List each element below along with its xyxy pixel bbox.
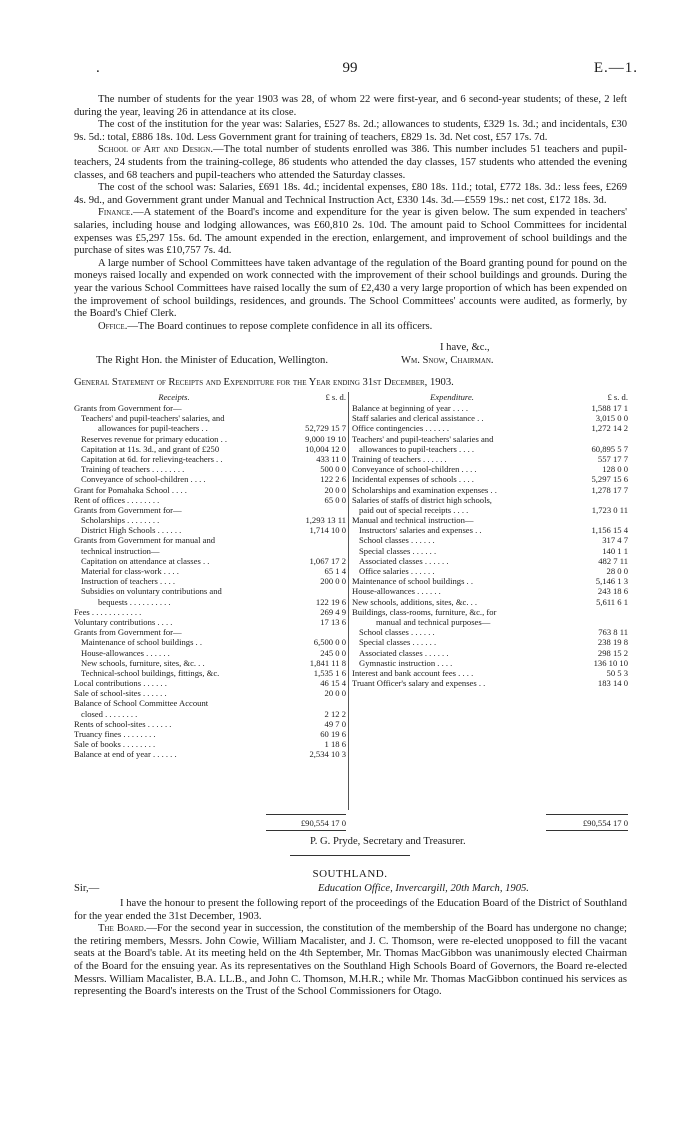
receipt-row-label: Capitation on attendance at classes . . [81,555,210,566]
expenditure-row-amount: 317 4 7 [602,535,628,546]
expenditure-row [352,444,628,454]
receipt-row [74,423,346,433]
office-paragraph [74,321,627,334]
office-text: —The Board continues to repose complete confidence in all its officers. [127,320,433,332]
board-paragraph [74,923,627,999]
art-school-cost-paragraph: The cost of the school was: Salaries, £691 18s. 4d.; incidental expenses, £80 18s. 11d.; total, £772 18s. 3d.: less fees, £269 4s. 9d., and Government grant under Manual and Technical Instruction Act, £330 14s. 3d.—£559 19s.: net cost, £172 18s. 3d. [74,182,627,206]
receipt-row [74,576,346,586]
receipt-row-amount: 1,841 11 8 [309,657,346,668]
receipt-row-amount: 52,729 15 7 [305,423,346,434]
salutation: Sir,— [74,883,100,894]
receipts-money-header: £ s. d. [325,392,346,402]
expenditure-row [352,556,628,566]
receipt-row [74,535,346,545]
receipt-row [74,597,346,607]
expenditure-row [352,607,628,617]
receipt-row-amount: 1,067 17 2 [309,555,346,566]
receipt-row-amount: 17 13 6 [320,616,346,627]
receipt-row [74,403,346,413]
receipt-row-label: technical instruction— [81,545,160,556]
board-heading: The Board. [98,923,147,935]
expenditure-row [352,403,628,413]
receipt-row-amount: 269 4 9 [320,606,346,617]
expenditure-row-label: allowances to pupil-teachers . . . . [359,443,475,454]
receipt-row-amount: 9,000 19 10 [305,433,346,444]
expenditure-heading: Expenditure. [430,392,474,402]
receipt-row-label: Material for class-work . . . . [81,566,179,576]
page-number: 99 [342,60,358,76]
expenditure-row [352,648,628,658]
receipt-row-label: Local contributions . . . . . . [74,678,167,689]
expenditure-row-amount: 140 1 1 [602,545,628,556]
receipt-row-amount: 10,004 12 0 [305,443,346,454]
expenditure-row [352,474,628,484]
southland-title: SOUTHLAND. [312,868,388,880]
receipt-row [74,546,346,556]
receipt-row-amount: 1 18 6 [324,739,346,750]
receipt-row [74,586,346,596]
expenditure-row [352,535,628,545]
expenditure-row [352,637,628,647]
receipt-row-label: allowances for pupil-teachers . . [98,423,208,434]
receipt-row [74,678,346,688]
expenditure-row [352,546,628,556]
expenditure-row [352,515,628,525]
receipts-heading: Receipts. [158,392,190,402]
expenditure-money-header: £ s. d. [607,392,628,402]
document-reference: E.—1. [593,60,638,76]
receipt-row [74,617,346,627]
expenditure-row-amount: 1,723 0 11 [591,504,628,515]
expenditure-row-label: Interest and bank account fees . . . . [352,667,474,678]
receipt-row-amount: 60 19 6 [320,729,346,739]
secretary-signature: P. G. Pryde, Secretary and Treasurer. [310,836,466,847]
page-header [0,60,700,80]
receipt-row-label: Capitation at 6d. for relieving-teachers . . [81,453,223,464]
expenditure-row [352,668,628,678]
receipt-row-label: House-allowances . . . . . . [81,647,170,658]
receipt-row-amount: 49 7 0 [324,718,346,729]
expenditure-row-amount: 763 8 11 [598,627,628,638]
expenditure-row [352,525,628,535]
receipt-row-label: Scholarships . . . . . . . . [81,515,160,526]
expenditure-row-label: Special classes . . . . . . [359,637,437,648]
expenditure-row-amount: 243 18 6 [597,586,628,597]
expenditure-row [352,505,628,515]
expenditure-row-label: Buildings, class-rooms, furniture, &c., for [352,606,497,617]
receipt-row [74,749,346,759]
receipt-row-amount: 65 0 0 [324,494,346,505]
expenditure-row-label: Special classes . . . . . . [359,545,437,556]
expenditure-row-amount: 298 15 2 [597,647,628,658]
receipt-row [74,739,346,749]
expenditure-row [352,495,628,505]
receipt-row [74,556,346,566]
expenditure-row [352,454,628,464]
expenditure-row-label: Maintenance of school buildings . . [352,576,474,587]
expenditure-row-amount: 3,015 0 0 [595,413,628,424]
receipt-row-label: Reserves revenue for primary education . . [81,433,228,444]
receipt-row-amount: 200 0 0 [320,576,346,587]
receipt-row [74,566,346,576]
expenditure-total-rule [546,814,628,815]
receipt-row [74,688,346,698]
expenditure-row-label: Teachers' and pupil-teachers' salaries and [352,433,494,444]
receipt-row-label: Grant for Pomahaka School . . . . [74,484,187,495]
receipt-row-label: Teachers' and pupil-teachers' salaries, and [81,413,225,424]
expenditure-row [352,566,628,576]
expenditure-row-label: Associated classes . . . . . . [359,555,449,566]
expenditure-row-amount: 5,297 15 6 [591,474,628,485]
receipt-row-amount: 122 19 6 [315,596,346,607]
receipt-row-amount: 433 11 0 [316,453,346,464]
expenditure-row-label: Scholarships and examination expenses . . [352,484,497,495]
receipt-row [74,464,346,474]
southland-body [74,898,627,999]
southland-intro: I have the honour to present the following report of the proceedings of the Education Board of the District of Southland for the year ended the 31st December, 1903. [74,898,627,922]
expenditure-row [352,423,628,433]
expenditure-total-underline [546,830,628,831]
expenditure-row-amount: 60,895 5 7 [591,443,628,454]
receipt-row-label: Grants from Government for— [74,403,182,413]
expenditure-row-label: School classes . . . . . . [359,627,435,638]
office-address-line: Education Office, Invercargill, 20th March, 1905. [318,883,529,894]
receipt-row-amount: 122 2 6 [320,474,346,485]
receipts-header [74,392,346,403]
receipt-row-label: Technical-school buildings, fittings, &c. [81,667,220,678]
expenditure-row-amount: 136 10 10 [593,657,628,668]
receipt-row [74,413,346,423]
receipt-row-label: Rent of offices . . . . . . . . [74,494,160,505]
expenditure-row-amount: 557 17 7 [597,453,628,464]
institution-cost-paragraph: The cost of the institution for the year was: Salaries, £527 8s. 2d.; allowances to students, £329 1s. 3d.; and incidentals, £30 9s. 5d.: total, £886 18s. 10d. Less Government grant for training of teachers, £829 1s. 3d. Net cost, £57 17s. 7d. [74,119,627,143]
board-text: —For the second year in succession, the constitution of the membership of the Board has undergone no change; the retiring members, Messrs. John Cowie, William Macalister, and J. C. Thomson, were re-elected unopposed to fill the vacant seats at the Board's table. At its meeting held on the 4th September, Mr. Thomas MacGibbon was unanimously elected Chairman of the Board for the ensuing year. As its representatives on the Southland High Schools Board of Governors, the Board re-elected Messrs. William Macalister, B.A. LL.B., and John C. Thomson, M.H.R.; while Mr. Thomas MacGibbon continued his services as representing the Board's interests on the Trust of the School Commissioners for Otago. [74,923,627,998]
receipt-row-amount: 20 0 0 [324,688,346,699]
receipt-row-amount: 2 12 2 [324,708,346,719]
receipt-row-amount: 1,293 13 11 [305,515,346,526]
receipt-row-label: Voluntary contributions . . . . [74,616,173,627]
receipts-total: £90,554 17 0 [300,818,346,828]
receipt-row-amount: 1,535 1 6 [313,667,346,678]
expenditure-row [352,617,628,627]
expenditure-row [352,464,628,474]
expenditure-row [352,627,628,637]
receipt-row-amount: 2,534 10 3 [309,749,346,760]
receipt-row [74,474,346,484]
receipt-row [74,505,346,515]
expenditure-row [352,434,628,444]
expenditure-row-label: Training of teachers . . . . . . [352,453,447,464]
receipt-row-label: Instruction of teachers . . . . [81,576,176,587]
expenditure-row-amount: 28 0 0 [606,566,628,576]
receipt-row [74,607,346,617]
receipt-row [74,485,346,495]
expenditure-column [352,392,628,688]
expenditure-row [352,413,628,423]
chairman-signature: Wm. Snow, Chairman. [401,355,494,366]
receipt-row-amount: 500 0 0 [320,464,346,475]
expenditure-header [352,392,628,403]
receipts-total-underline [266,830,346,831]
finance-heading: Finance. [98,207,133,219]
receipt-row-amount: 20 0 0 [324,484,346,495]
receipt-row-label: Grants from Government for— [74,627,182,638]
expenditure-row-label: manual and technical purposes— [376,616,491,627]
art-school-text: —The total number of students enrolled was 386. This number includes 51 teachers and pupil-teachers, 24 students from the training-college, 86 students who attended the day classes, 157 students who attended the evening classes, and 68 teachers and pupil-teachers who attended the Saturday classes. [74,144,627,181]
receipt-row-label: District High Schools . . . . . . [81,525,182,536]
committees-paragraph: A large number of School Committees have taken advantage of the regulation of the Board granting pound for pound on the moneys raised locally and expended on work connected with the improvement of their school buildings and grounds. During the year the various School Committees have raised locally the sum of £2,430 a very large proportion of which has been expended on the improvement of school buildings, residences, and grounds. The School Committees' accounts were audited, as formerly, by the Board's Chief Clerk. [74,257,627,320]
expenditure-row-label: Associated classes . . . . . . [359,647,449,658]
receipt-row-label: Sale of books . . . . . . . . [74,739,156,750]
receipt-row-label: Grants from Government for manual and [74,535,216,546]
receipt-row-label: Balance at end of year . . . . . . [74,749,177,760]
expenditure-row-label: New schools, additions, sites, &c. . . [352,596,478,607]
receipt-row-label: Subsidies on voluntary contributions and [81,586,222,597]
finance-text: —A statement of the Board's income and expenditure for the year is given below. The sum expended in teachers' salaries, including house and lodging allowances, was £60,810 2s. 10d. The amount paid to School Committees for incidental expenses was £5,297 15s. 6d. The amount expended in the erection, enlargement, and improvement of school buildings and the purchase of sites was £10,757 7s. 4d. [74,207,627,257]
receipt-row-label: Sale of school-sites . . . . . . [74,688,167,699]
expenditure-row [352,485,628,495]
receipt-row [74,698,346,708]
expenditure-row-label: Balance at beginning of year . . . . [352,403,468,413]
expenditure-row-amount: 5,146 1 3 [595,576,628,587]
receipt-row-label: Training of teachers . . . . . . . . [81,464,185,475]
expenditure-row-amount: 1,588 17 1 [591,403,628,413]
expenditure-row-label: Truant Officer's salary and expenses . . [352,678,486,689]
expenditure-row [352,678,628,688]
receipt-row [74,729,346,739]
receipt-row-amount: 1,714 10 0 [309,525,346,536]
receipt-row-amount: 245 0 0 [320,647,346,658]
office-heading: Office. [98,320,128,332]
signature-line [96,355,626,366]
receipt-row-label: Truancy fines . . . . . . . . [74,729,156,739]
receipt-row [74,627,346,637]
receipt-row-label: Grants from Government for— [74,504,182,515]
expenditure-row-amount: 238 19 8 [597,637,628,648]
receipts-column [74,392,346,760]
receipt-row [74,637,346,647]
receipt-row-amount: 46 15 4 [320,678,346,689]
expenditure-row-label: Incidental expenses of schools . . . . [352,474,474,485]
expenditure-row-amount: 128 0 0 [602,464,628,475]
receipt-row-amount: 6,500 0 0 [313,637,346,648]
expenditure-row [352,586,628,596]
expenditure-row-label: Office salaries . . . . . . [359,566,435,576]
receipt-row [74,515,346,525]
expenditure-row-label: paid out of special receipts . . . . [359,504,469,515]
receipt-row-label: Conveyance of school-children . . . . [81,474,206,485]
expenditure-row-label: Office contingencies . . . . . . [352,423,449,434]
expenditure-row-label: House-allowances . . . . . . [352,586,441,597]
finance-paragraph [74,207,627,257]
receipt-row [74,709,346,719]
receipt-row [74,658,346,668]
addressee: The Right Hon. the Minister of Education, Wellington. [96,355,328,366]
receipt-row [74,454,346,464]
expenditure-total: £90,554 17 0 [582,818,628,828]
receipt-row-label: Capitation at 11s. 3d., and grant of £250 [81,443,220,454]
expenditure-row-label: School classes . . . . . . [359,535,435,546]
expenditure-row-label: Staff salaries and clerical assistance . . [352,413,484,424]
receipt-row [74,648,346,658]
art-school-heading: School of Art and Design. [98,144,213,156]
statement-title: General Statement of Receipts and Expenditure for the Year ending 31st December, 1903. [74,377,454,388]
art-school-paragraph [74,144,627,182]
receipt-row-label: Fees . . . . . . . . . . . . [74,606,142,617]
expenditure-row-amount: 1,278 17 7 [591,484,628,495]
receipt-row-label: Balance of School Committee Account [74,698,209,709]
students-paragraph: The number of students for the year 1903 was 28, of whom 22 were first-year, and 6 second-year students; of these, 2 left during the year, leaving 26 in attendance at its close. [74,94,627,118]
expenditure-row-amount: 183 14 0 [597,678,628,689]
expenditure-row-label: Instructors' salaries and expenses . . [359,525,482,536]
receipt-row [74,719,346,729]
expenditure-row-label: Manual and technical instruction— [352,515,474,526]
receipt-row [74,444,346,454]
expenditure-row-amount: 5,611 6 1 [596,596,628,607]
receipt-row-label: Rents of school-sites . . . . . . [74,718,172,729]
column-divider [348,392,349,810]
expenditure-row-amount: 1,272 14 2 [591,423,628,434]
expenditure-row-label: Salaries of staffs of district high schools, [352,494,492,505]
receipt-row [74,495,346,505]
expenditure-row-label: Gymnastic instruction . . . . [359,657,453,668]
expenditure-row [352,576,628,586]
expenditure-row-amount: 1,156 15 4 [591,525,628,536]
expenditure-row-amount: 482 7 11 [598,555,628,566]
receipt-row [74,434,346,444]
section-rule [290,855,410,856]
expenditure-row-amount: 50 5 3 [606,667,628,678]
receipt-row-label: closed . . . . . . . . [81,708,138,719]
receipt-row [74,668,346,678]
expenditure-row-label: Conveyance of school-children . . . . [352,464,477,475]
receipt-row-label: New schools, furniture, sites, &c. . . [81,657,205,668]
receipt-row-label: bequests . . . . . . . . . . [98,596,171,607]
receipt-row-amount: 65 1 4 [324,566,346,576]
closing-phrase: I have, &c., [440,342,490,353]
expenditure-row [352,597,628,607]
receipts-total-rule [266,814,346,815]
receipt-row-label: Maintenance of school buildings . . [81,637,203,648]
expenditure-row [352,658,628,668]
receipt-row [74,525,346,535]
header-dot: . [96,60,100,76]
report-body [74,94,627,333]
